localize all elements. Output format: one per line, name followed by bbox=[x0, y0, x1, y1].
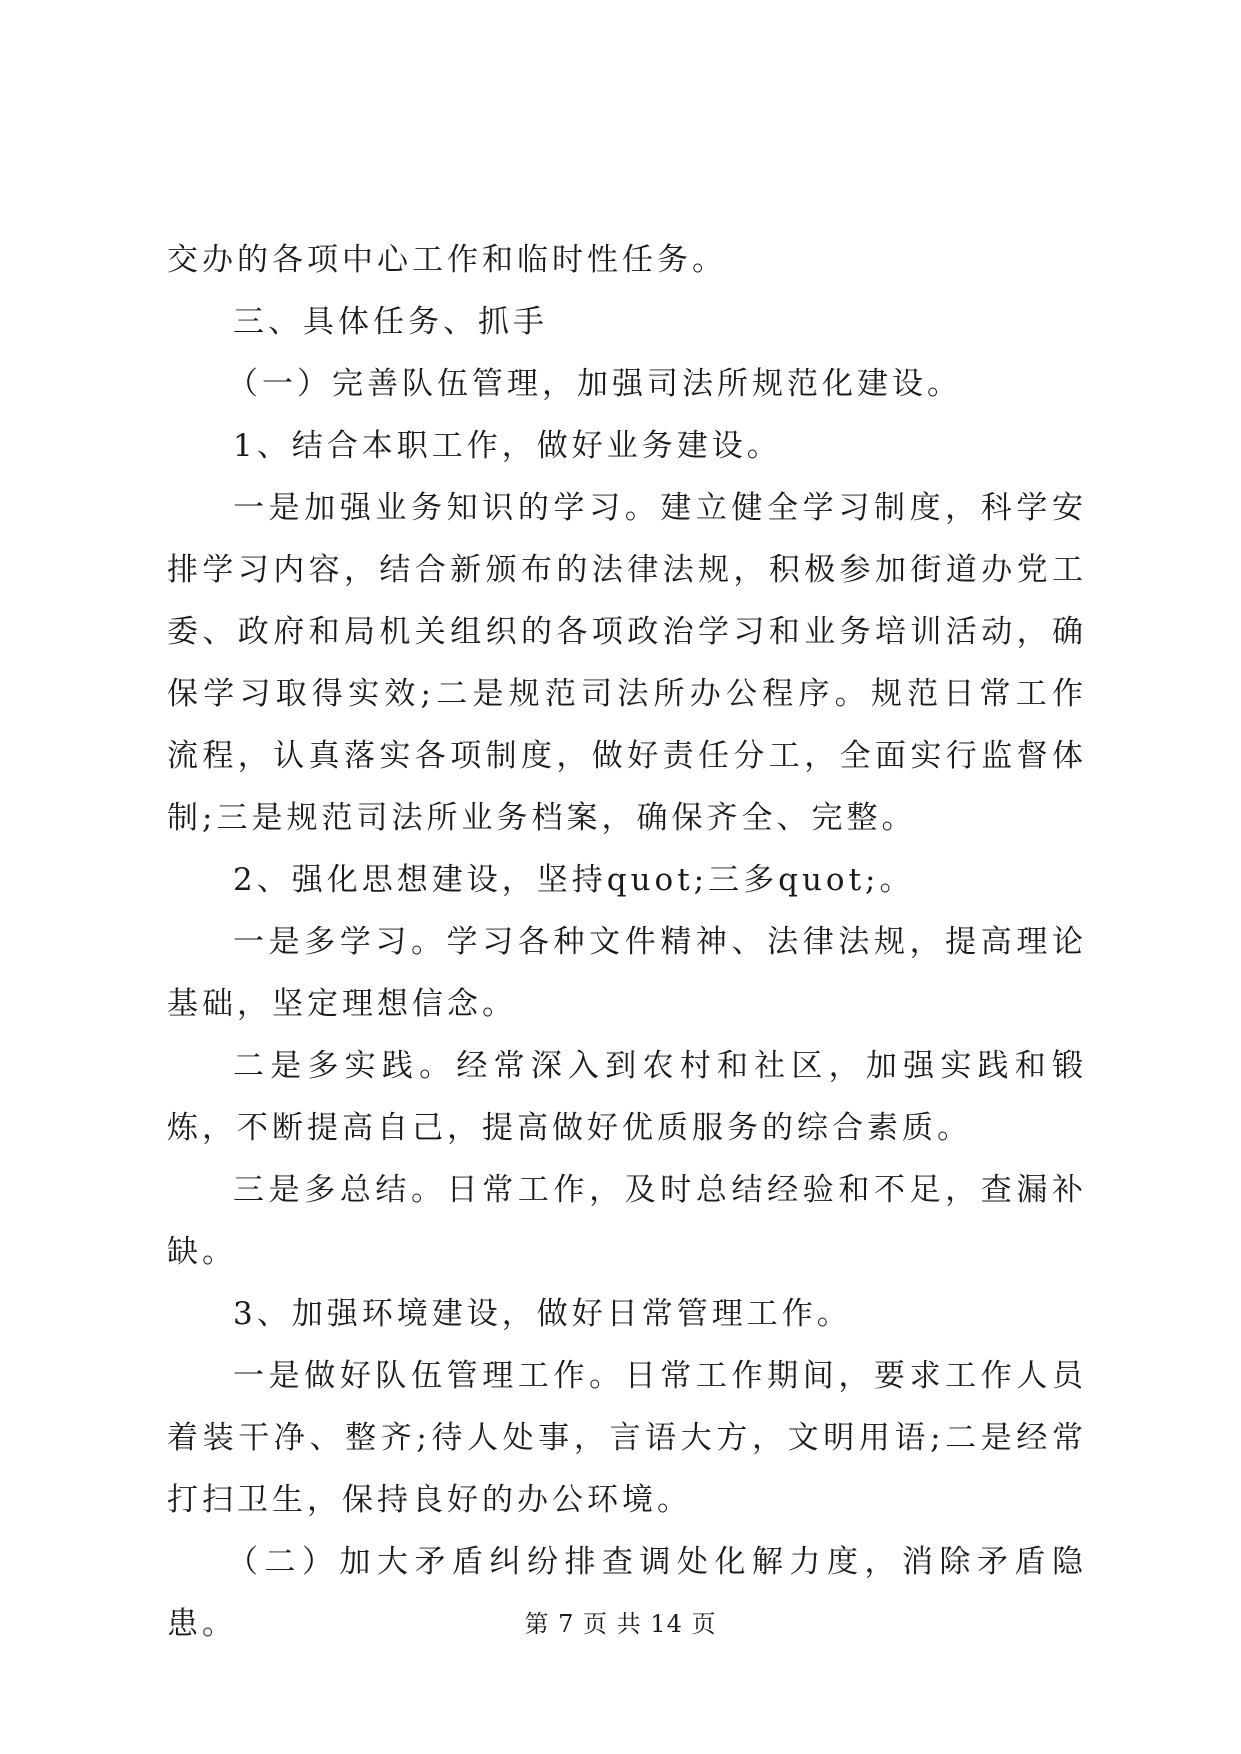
item-heading: 3、加强环境建设，做好日常管理工作。 bbox=[233, 1296, 852, 1332]
subsection-heading: （一）完善队伍管理，加强司法所规范化建设。 bbox=[227, 366, 962, 402]
paragraph: 二是多实践。经常深入到农村和社区，加强实践和锻炼，不断提高自己，提高做好优质服务的综合素质。 bbox=[167, 1048, 1087, 1146]
paragraph-continuation: 交办的各项中心工作和临时性任务。 bbox=[167, 242, 727, 278]
item-heading: 1、结合本职工作，做好业务建设。 bbox=[233, 428, 782, 464]
paragraph: 一是做好队伍管理工作。日常工作期间，要求工作人员着装干净、整齐;待人处事，言语大方，文明用语;二是经常打扫卫生，保持良好的办公环境。 bbox=[167, 1358, 1087, 1518]
document-body bbox=[167, 229, 1087, 1655]
page-footer bbox=[0, 1604, 1241, 1639]
paragraph: 三是多总结。日常工作，及时总结经验和不足，查漏补缺。 bbox=[167, 1172, 1087, 1270]
paragraph: 一是多学习。学习各种文件精神、法律法规，提高理论基础，坚定理想信念。 bbox=[167, 924, 1087, 1022]
section-heading: 三、具体任务、抓手 bbox=[233, 304, 548, 340]
item-heading: 2、强化思想建设，坚持quot;三多quot;。 bbox=[233, 862, 915, 898]
page-number-label: 第 7 页 共 14 页 bbox=[524, 1610, 717, 1638]
subsection-heading: （二）加大矛盾纠纷排查调处化解力度，消除矛盾隐患。 bbox=[167, 1544, 1087, 1642]
paragraph: 一是加强业务知识的学习。建立健全学习制度，科学安排学习内容，结合新颁布的法律法规，积极参加街道办党工委、政府和局机关组织的各项政治学习和业务培训活动，确保学习取得实效;二是规范司法所办公程序。规范日常工作流程，认真落实各项制度，做好责任分工，全面实行监督体制;三是规范司法所业务档案，确保齐全、完整。 bbox=[167, 490, 1087, 836]
